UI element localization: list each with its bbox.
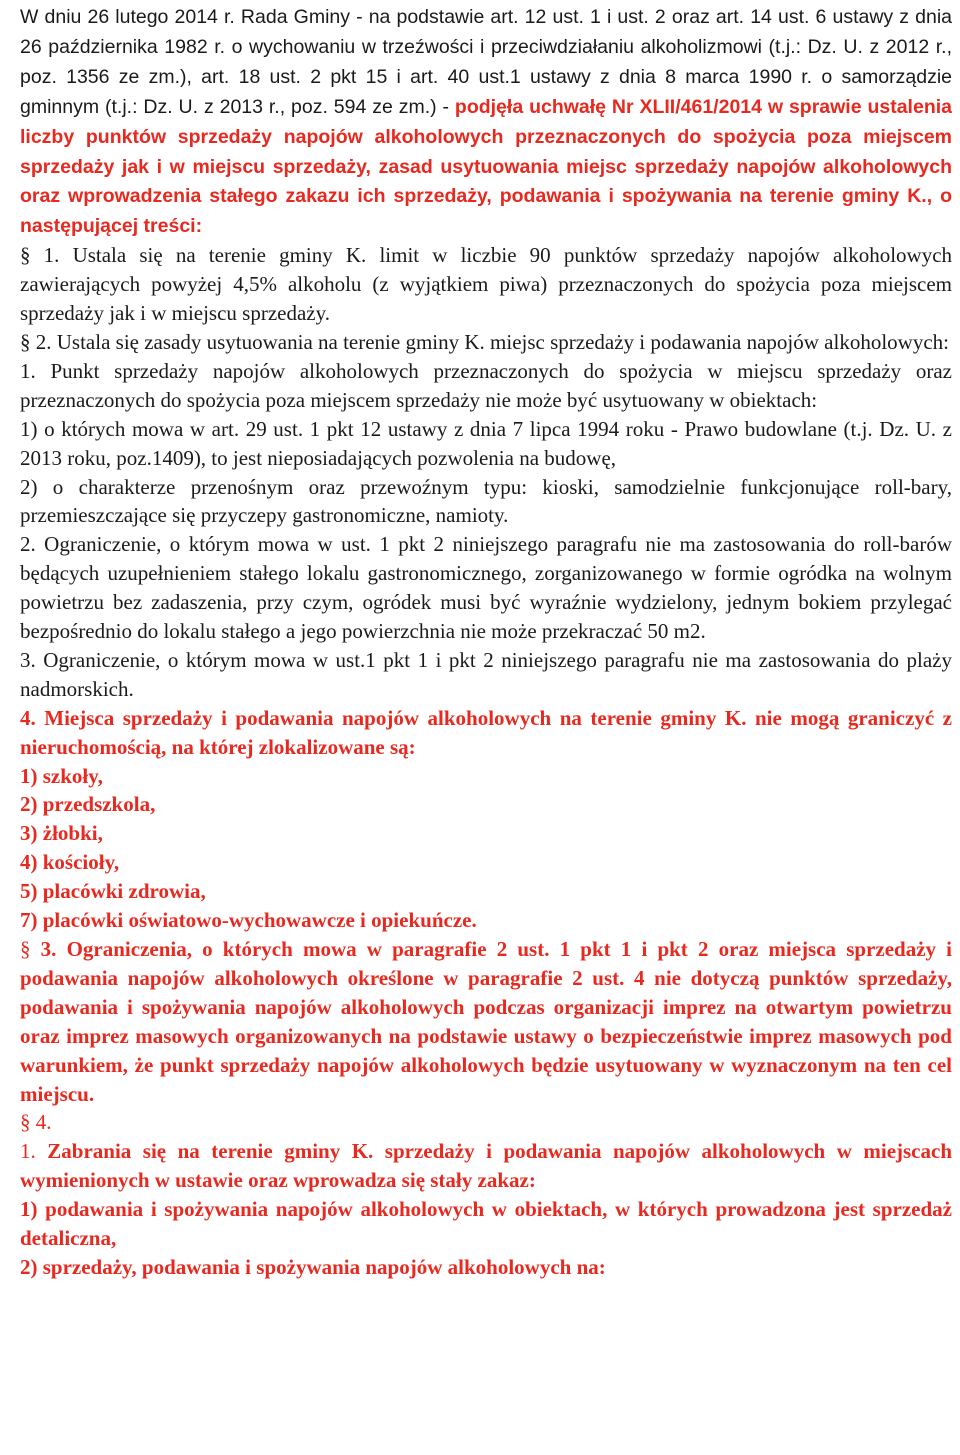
paragraph-4-point-1 bbox=[20, 1137, 952, 1195]
paragraph-2-point-1-item-1: 1) o których mowa w art. 29 ust. 1 pkt 12 ustawy z dnia 7 lipca 1994 roku - Prawo budowlane (t.j. Dz. U. z 2013 roku, poz.1409), to jest nieposiadających pozwolenia na budowę, bbox=[20, 416, 952, 470]
resolution-title: podjęła uchwałę Nr XLII/461/2014 w sprawie ustalenia liczby punktów sprzedaży napojów alkoholowych przeznaczonych do spożycia poza miejscem sprzedaży jak i w miejscu sprzedaży, zasad usytuowania miejsc sprzedaży napojów alkoholowych oraz wprowadzenia stałego zakazu ich sprzedaży, podawania i spożywania na terenie gminy K., o następującej treści: bbox=[20, 95, 952, 238]
paragraph-1 bbox=[20, 241, 952, 328]
paragraph-2-number: 2. bbox=[35, 329, 52, 354]
list-item: 4) kościoły, bbox=[20, 850, 120, 875]
list-item: 2) sprzedaży, podawania i spożywania napojów alkoholowych na: bbox=[20, 1254, 606, 1279]
paragraph-4-point-1-number: 1. bbox=[20, 1139, 36, 1164]
section-sign: § bbox=[20, 329, 31, 354]
list-item: 1) szkoły, bbox=[20, 763, 103, 788]
paragraph-1-number: 1. bbox=[43, 243, 60, 268]
list-item: 3) żłobki, bbox=[20, 821, 103, 846]
list-item: 2) przedszkola, bbox=[20, 792, 156, 817]
paragraph-2-text: Ustala się zasady usytuowania na terenie gminy K. miejsc sprzedaży i podawania napojów alkoholowych: bbox=[56, 329, 949, 354]
paragraph-3 bbox=[20, 935, 952, 1108]
intro-lead: W dniu 26 lutego 2014 r. Rada Gminy - na podstawie art. 12 ust. 1 i ust. 2 oraz art. 14 ust. 6 ustawy z dnia 26 października 1982 r. o wychowaniu w trzeźwości i przeciwdziałaniu alkoholizmowi (t.j.: Dz. U. z 2012 r., poz. 1356 ze zm.), art. 18 ust. 2 pkt 15 i art. 40 ust.1 ustawy z dnia 8 marca 1990 r. o samorządzie gminnym (t.j.: Dz. U. z 2013 r., poz. 594 ze zm.) - bbox=[20, 6, 952, 118]
paragraph-2-point-1-item-2: 2) o charakterze przenośnym oraz przewoźnym typu: kioski, samodzielnie funkcjonujące roll-bary, przemieszczające się przyczepy gastronomiczne, namioty. bbox=[20, 474, 952, 528]
list-item: 5) placówki zdrowia, bbox=[20, 879, 206, 904]
section-sign: § bbox=[20, 937, 31, 961]
paragraph-1-text: Ustala się na terenie gminy K. limit w liczbie 90 punktów sprzedaży napojów alkoholowych zawierających powyżej 4,5% alkoholu (z wyjątkiem piwa) przeznaczonych do spożycia poza miejscem sprzedaży jak i w miejscu sprzedaży. bbox=[20, 243, 953, 326]
paragraph-4-number: 4. bbox=[35, 1110, 52, 1135]
section-sign: § bbox=[20, 1110, 31, 1135]
list-item: 7) placówki oświatowo-wychowawcze i opiekuńcze. bbox=[20, 908, 477, 933]
paragraph-2-point-4: 4. Miejsca sprzedaży i podawania napojów alkoholowych na terenie gminy K. nie mogą graniczyć z nieruchomością, na której zlokalizowane są: bbox=[20, 705, 952, 759]
paragraph-4 bbox=[20, 1108, 952, 1137]
paragraph-2-point-2: 2. Ograniczenie, o którym mowa w ust. 1 pkt 2 niniejszego paragrafu nie ma zastosowania do roll-barów będących uzupełnieniem stałego lokalu gastronomicznego, zorganizowanego w formie ogródka na wolnym powietrzu bez zadaszenia, przy czym, ogródek musi być wyraźnie wydzielony, jednym bokiem przylegać bezpośrednio do lokalu stałego a jego powierzchnia nie może przekraczać 50 m2. bbox=[20, 532, 952, 644]
list-item: 1) podawania i spożywania napojów alkoholowych w obiektach, w których prowadzona jest sprzedaż detaliczna, bbox=[20, 1197, 952, 1251]
paragraph-3-text: Ograniczenia, o których mowa w paragrafie 2 ust. 1 pkt 1 i pkt 2 oraz miejsca sprzedaży i podawania napojów alkoholowych określone w paragrafie 2 ust. 4 nie dotyczą punktów sprzedaży, podawania i spożywania napojów alkoholowych podczas organizacji imprez na otwartym powietrzu oraz imprez masowych organizowanych na podstawie ustawy o bezpieczeństwie imprez masowych pod warunkiem, że punkt sprzedaży napojów alkoholowych będzie usytuowany w wyznaczonym na ten cel miejscu. bbox=[20, 937, 953, 1106]
paragraph-2-point-1: 1. Punkt sprzedaży napojów alkoholowych przeznaczonych do spożycia w miejscu sprzedaży oraz przeznaczonych do spożycia poza miejscem sprzedaży nie może być usytuowany w obiektach: bbox=[20, 358, 952, 412]
section-sign: § bbox=[20, 243, 31, 268]
intro-paragraph bbox=[20, 2, 952, 241]
paragraph-2-point-3: 3. Ograniczenie, o którym mowa w ust.1 pkt 1 i pkt 2 niniejszego paragrafu nie ma zastosowania do plaży nadmorskich. bbox=[20, 647, 952, 701]
paragraph-3-number: 3. bbox=[40, 937, 57, 961]
paragraph-2 bbox=[20, 328, 952, 357]
paragraph-4-point-1-text: Zabrania się na terenie gminy K. sprzedaży i podawania napojów alkoholowych w miejscach wymienionych w ustawie oraz wprowadza się stały zakaz: bbox=[20, 1139, 953, 1193]
